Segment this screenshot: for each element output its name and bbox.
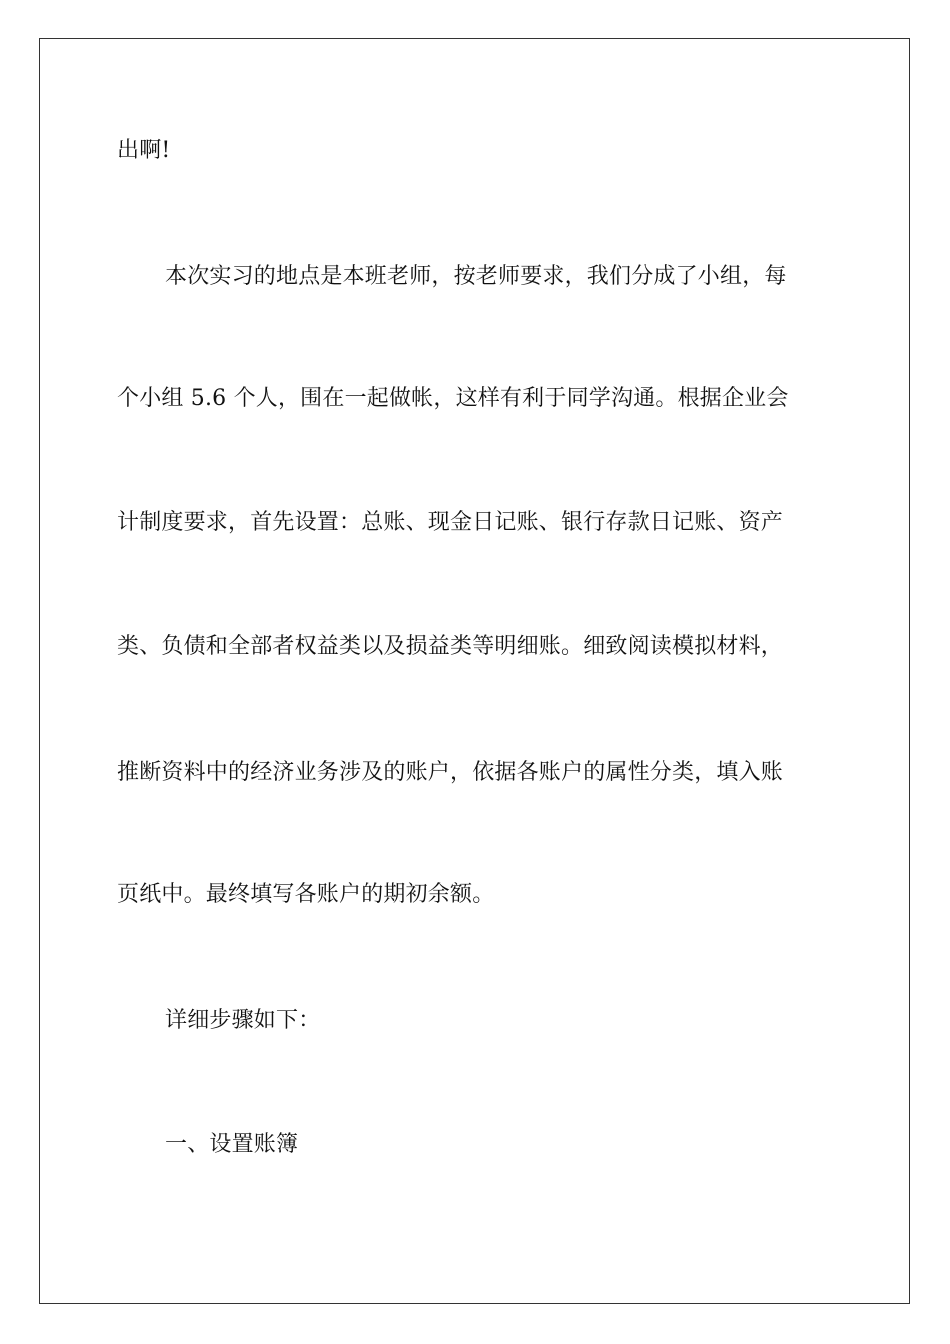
text-line-3: 个小组 5.6 个人，围在一起做帐，这样有利于同学沟通。根据企业会 [117,386,789,411]
paragraph-start-line: 本次实习的地点是本班老师，按老师要求，我们分成了小组，每 [165,264,787,289]
section-heading-setup-ledgers: 一、设置账簿 [165,1132,299,1157]
text-line-4: 计制度要求，首先设置：总账、现金日记账、银行存款日记账、资产 [117,510,784,535]
text-line-1: 出啊! [117,138,171,163]
steps-intro-line: 详细步骤如下： [165,1008,321,1033]
text-line-7: 页纸中。最终填写各账户的期初余额。 [117,882,495,907]
page-frame [39,38,910,1304]
text-line-5: 类、负债和全部者权益类以及损益类等明细账。细致阅读模拟材料， [117,634,784,659]
text-line-6: 推断资料中的经济业务涉及的账户，依据各账户的属性分类，填入账 [117,760,784,785]
